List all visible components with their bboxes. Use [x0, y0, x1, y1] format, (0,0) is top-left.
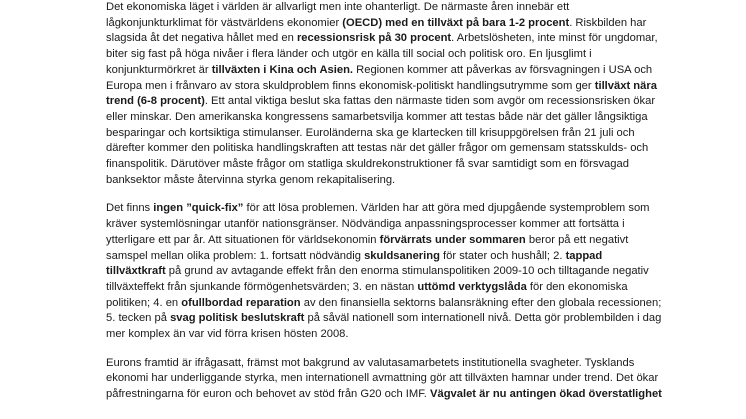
- body-text: . Arbetslösheten, inte minst för ungdomar, biter sig fast på höga nivåer i flera länder och utgör en källa till social och politisk oro. En ljusglimt i konjunkturmörkret är: [106, 32, 658, 76]
- body-text: . Riskbilden har slagsida åt det negativa hållet med en: [106, 16, 647, 45]
- body-text: av den finansiella sektorns balansräkning efter den globala recessionen; 5. tecken på: [106, 296, 662, 325]
- body-text: Regionen kommer att påverkas av försvagningen i USA och Europa men i frånvaro av stora skuldproblem finns ekonomisk-politiskt handlingsutrymme som ger: [106, 63, 653, 92]
- emphasized-text: tillväxt nära trend (6-8 procent): [106, 79, 657, 108]
- body-text: för att lösa problemen. Världen har att göra med djupgående systemproblem som kräver systemlösningar utanför nationsgränser. Nödvändiga anpassningsprocesser kommer att fortsätta i ytterligare ett par år. Att situationen för världsekonomin: [106, 202, 650, 246]
- emphasized-text: ofullbordad reparation: [181, 296, 301, 309]
- body-text: på grund av avtagande effekt från den enorma stimulanspolitiken 2009-10 och tilltagande negativ tillväxteffekt från sjunkande förmögenhetsvärden; 3. en nästan: [106, 265, 649, 293]
- emphasized-text: Vägvalet är nu antingen ökad överstatlighet: [430, 388, 662, 401]
- emphasized-text: (OECD) med en tillväxt på bara 1-2 procent: [342, 16, 570, 29]
- emphasized-text: förvärrats under sommaren: [379, 233, 526, 246]
- body-text: Det ekonomiska läget i världen är allvarligt men inte ohanterligt. De närmaste åren innebär ett lågkonjunkturklimat för västvärldens ekonomier: [106, 1, 570, 29]
- body-text: för stater och hushåll; 2.: [439, 249, 566, 262]
- emphasized-text: skuldsanering: [364, 249, 440, 262]
- body-text: . Ett antal viktiga beslut ska fattas den närmaste tiden som avgör om recessionsrisken ökar eller minskar. Den amerikanska kongressens samarbetsvilja kommer att testas både när det gäller långsiktiga besparingar och kortsiktiga stimulanser. Euroländerna ska ge klartecken till krisuppgörelsen från 21 juli och därefter kommer den politiska handlingskraften att testas när det gäller frågor om gemensam statsskulds- och finanspolitik. Därutöver måste frågor om statliga skuldrekonstruktioner få svar samtidigt som en försvagad banksektor måste återvinna styrka genom rekapitalisering.: [106, 95, 656, 186]
- body-text: Det finns: [106, 202, 154, 215]
- emphasized-text: uttömd verktygslåda: [417, 280, 527, 293]
- body-text: på såväl nationell som internationell nivå. Detta gör problembilden i dag mer komplex än var vid förra krisen hösten 2008.: [106, 312, 662, 341]
- paragraph-euro-future: [106, 356, 662, 403]
- emphasized-text: ingen ”quick-fix”: [153, 202, 244, 215]
- emphasized-text: tillväxten i Kina och Asien.: [211, 63, 354, 76]
- paragraph-no-quick-fix: [106, 201, 662, 342]
- body-text: för den ekonomiska politiken; 4. en: [106, 280, 628, 309]
- emphasized-text: recessionsrisk på 30 procent: [296, 32, 452, 45]
- paragraph-economic-outlook: [106, 0, 662, 188]
- body-text: beror på ett negativt samspel mellan olika problem: 1. fortsatt nödvändig: [106, 233, 629, 262]
- emphasized-text: tappad tillväxtkraft: [106, 249, 603, 278]
- document-body: [106, 0, 662, 416]
- emphasized-text: svag politisk beslutskraft: [170, 312, 305, 325]
- body-text: Eurons framtid är ifrågasatt, främst mot bakgrund av valutasamarbetets institutionella svagheter. Tysklands ekonomi har underliggande styrka, men internationell avmattning gör att tillväxten hamnar under trend. Det ökar påfrestningarna för euron och behovet av stöd från G20 och IMF.: [106, 356, 659, 401]
